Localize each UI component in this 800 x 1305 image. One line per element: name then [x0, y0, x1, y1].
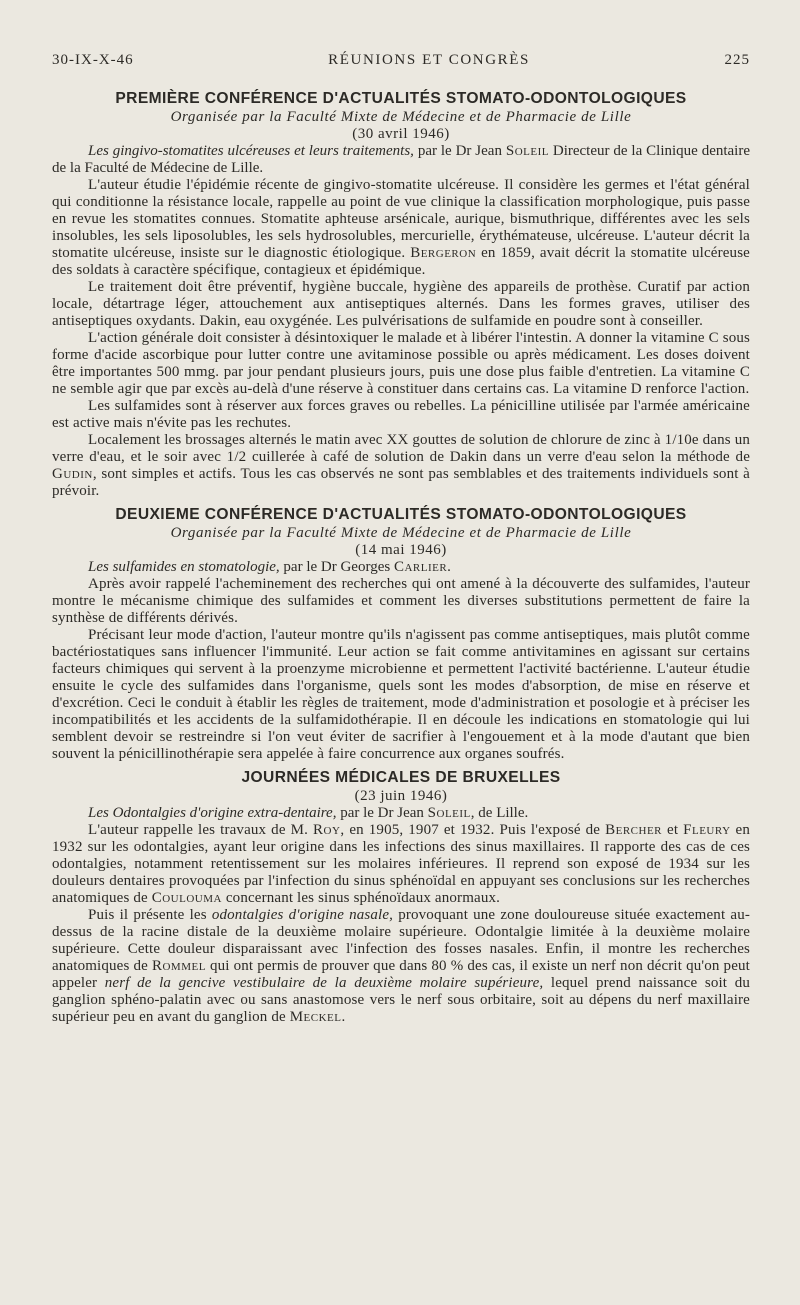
paragraph: Puis il présente les odontalgies d'origine nasale, provoquant une zone douloureuse située exactement au-dessus de la racine distale de la deuxième molaire supérieure. Odontalgie limitée à la deuxième molaire supérieure. Cette douleur disparaissant avec l'infection des fosses nasales. Enfin, il montre les recherches anatomiques de Rommel qui ont permis de prouver que dans 80 % des cas, il existe un nerf non décrit qu'on peut appeler nerf de la gencive vestibulaire de la deuxième molaire supérieure, lequel prend naissance soit du ganglion sphéno-palatin avec ou sans anastomose vers le nerf sous orbitaire, soit au dépens du nerf maxillaire supérieur peu en avant du ganglion de Meckel. [52, 907, 750, 1025]
section-1-title: PREMIÈRE CONFÉRENCE D'ACTUALITÉS STOMATO-ODONTOLOGIQUES [115, 90, 687, 107]
paragraph: Après avoir rappelé l'acheminement des recherches qui ont amené à la découverte des sulfamides, l'auteur montre le mécanisme chimique des sulfamides et comment les diverses substitutions permettent de faire la synthèse de différents dérivés. [52, 576, 750, 626]
paragraph: Précisant leur mode d'action, l'auteur montre qu'ils n'agissent pas comme antiseptiques, mais plutôt comme bactériostatiques sans influencer l'immunité. Leur action se fait comme antivitamines en agissant sur certains facteurs chimiques qui servent à la proenzyme microbienne et permettent l'activité bactérienne. L'auteur étudie ensuite le cycle des sulfamides dans l'organisme, quels sont les modes d'absorption, de mise en réserve et d'excrétion. Ceci le conduit à établir les règles de traitement, mode d'administration et posologie et à préciser les incompatibilités et les accidents de la sulfamidothérapie. Il en découle les indications en stomatologie qui lui semblent devoir se restreindre si l'on veut éviter de sacrifier à l'engouement et à la mode d'autant que bien souvent la pénicillinothérapie sera appelée à faire concurrence aux organes soufrés. [52, 627, 750, 762]
header-date: 30-IX-X-46 [52, 52, 134, 68]
section-1-lecture: Les gingivo-stomatites ulcéreuses et leurs traitements, par le Dr Jean Soleil Directeur de la Clinique dentaire de la Faculté de Médecine de Lille. [52, 143, 750, 176]
page-number: 225 [724, 52, 750, 68]
paragraph: L'auteur étudie l'épidémie récente de gingivo-stomatite ulcéreuse. Il considère les germes et l'état général qui conditionne la résistance locale, rappelle au point de vue clinique la classification morphologique, puis passe en revue les stomatites connues. Stomatite aphteuse arsénicale, aurique, bismuthrique, différentes avec les sels insolubles, les sels liposolubles, les sels hydrosolubles, mercurielle, érythémateuse, ulcéreuse. L'auteur décrit la stomatite ulcéreuse, insiste sur le diagnostic étiologique. Bergeron en 1859, avait décrit la stomatite ulcéreuse des soldats à caractère spécifique, contagieux et épidémique. [52, 177, 750, 278]
paragraph: Les sulfamides sont à réserver aux forces graves ou rebelles. La pénicilline utilisée par l'armée américaine est active mais n'évite pas les rechutes. [52, 398, 750, 431]
section-3-title: JOURNÉES MÉDICALES DE BRUXELLES [241, 769, 561, 786]
section-2-date: (14 mai 1946) [355, 542, 447, 558]
header-title: RÉUNIONS ET CONGRÈS [328, 52, 530, 68]
section-3-lecture: Les Odontalgies d'origine extra-dentaire, par le Dr Jean Soleil, de Lille. [88, 805, 529, 821]
lecture-title: Les Odontalgies d'origine extra-dentaire, [88, 805, 337, 821]
paragraph: L'auteur rappelle les travaux de M. Roy, en 1905, 1907 et 1932. Puis l'exposé de Bercher et Fleury en 1932 sur les odontalgies, ayant leur origine dans les infections des sinus maxillaires. Il rapporte des cas de ces odontalgies, notamment retentissement sur les molaires inférieures. Il reprend son exposé de 1934 sur les douleurs dentaires provoquées par l'infection du sinus sphénoïdal en appuyant ses conclusions sur les recherches anatomiques de Coulouma concernant les sinus sphénoïdaux anormaux. [52, 822, 751, 906]
running-header [52, 52, 750, 69]
speaker-name: Soleil [427, 805, 471, 821]
paragraph: Localement les brossages alternés le matin avec XX gouttes de solution de chlorure de zinc à 1/10e dans un verre d'eau, et le soir avec 1/2 cuillerée à café de solution de Dakin dans un verre d'eau selon la méthode de Gudin, sont simples et actifs. Tous les cas observés ne sont pas semblables et des traitements individuels sont à prévoir. [52, 432, 750, 499]
section-2-title: DEUXIEME CONFÉRENCE D'ACTUALITÉS STOMATO-ODONTOLOGIQUES [115, 506, 687, 523]
paragraph: Le traitement doit être préventif, hygiène buccale, hygiène des appareils de prothèse. Curatif par action locale, détartrage léger, attouchement aux antiseptiques alternés. Dans les formes graves, utiliser des antiseptiques oxydants. Dakin, eau oxygénée. Les pulvérisations de sulfamide en poudre sont à conseiller. [52, 279, 750, 329]
section-1-organizer: Organisée par la Faculté Mixte de Médecine et de Pharmacie de Lille [170, 109, 632, 125]
lecture-title: Les sulfamides en stomatologie, [88, 559, 280, 575]
speaker-name: Carlier [393, 559, 448, 575]
section-2-lecture: Les sulfamides en stomatologie, par le Dr Georges Carlier. [88, 559, 451, 575]
section-3-date: (23 juin 1946) [354, 788, 448, 804]
section-2-organizer: Organisée par la Faculté Mixte de Médecine et de Pharmacie de Lille [170, 525, 632, 541]
lecture-title: Les gingivo-stomatites ulcéreuses et leurs traitements, [88, 143, 414, 159]
section-1-date: (30 avril 1946) [352, 126, 450, 142]
speaker-name: Soleil [505, 143, 549, 159]
paragraph: L'action générale doit consister à désintoxiquer le malade et à libérer l'intestin. A donner la vitamine C sous forme d'acide ascorbique pour lutter contre une avitaminose possible ou après médicament. Les doses doivent être importantes 500 mmg. par jour pendant plusieurs jours, puis une dose plus faible d'entretien. La vitamine C ne semble agir que par excès au-delà d'une réserve à constituer dans certains cas. La vitamine D renforce l'action. [52, 330, 750, 397]
